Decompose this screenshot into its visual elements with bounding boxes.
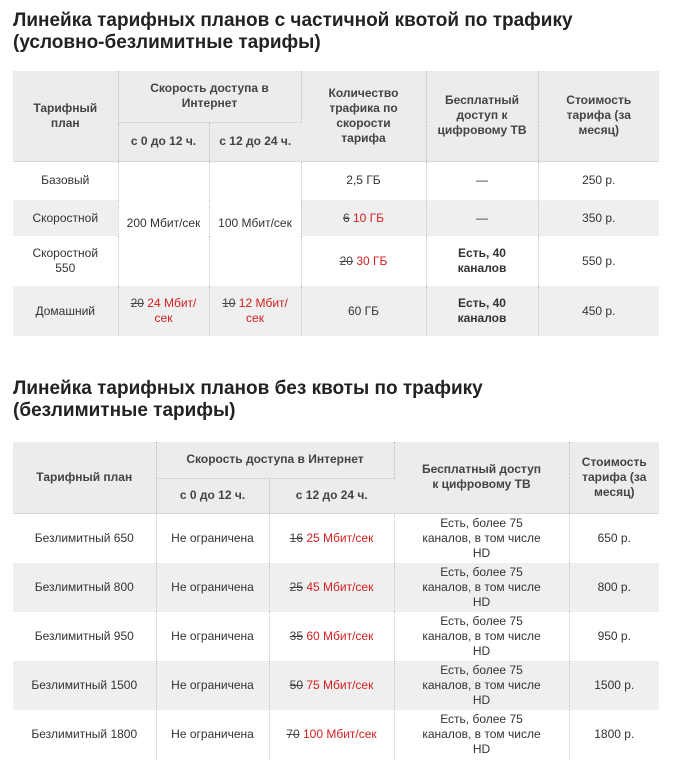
speed-day-value: [118, 286, 209, 336]
new-speed-night: 25 Мбит/сек: [306, 530, 374, 545]
tv-value: Есть, более 75 каналов, в том числе HD: [394, 661, 569, 710]
tv-value: Есть, более 75 каналов, в том числе HD: [394, 513, 569, 563]
section-1-title-line-2: (условно-безлимитные тарифы): [13, 32, 321, 53]
speed-night-value: [269, 661, 394, 710]
table-row: [13, 563, 659, 612]
old-speed-night: 16: [289, 530, 303, 545]
price-value: 250 р.: [538, 161, 659, 200]
header-price: Стоимость тарифа (за месяц): [569, 442, 659, 513]
new-speed-night: 45 Мбит/сек: [306, 579, 374, 594]
price-value: 950 р.: [569, 612, 659, 661]
table-row: [13, 236, 659, 286]
new-speed-night: 75 Мбит/сек: [306, 677, 374, 692]
new-speed-night: 12 Мбит/сек: [238, 296, 288, 325]
header-tv: Бесплатный доступ к цифровому ТВ: [394, 442, 569, 513]
table-row: [13, 286, 659, 336]
speed-day-value: Не ограничена: [156, 661, 269, 710]
header-speed: Скорость доступа в Интернет: [156, 442, 394, 478]
section-2-title: [13, 378, 483, 422]
tv-value: —: [426, 200, 538, 236]
shared-speed-day: 200 Мбит/сек: [118, 161, 209, 286]
header-price: Стоимость тарифа (за месяц): [538, 71, 659, 161]
old-speed-day: 20: [130, 296, 144, 310]
table-row: [13, 513, 659, 563]
traffic-value: [301, 236, 426, 286]
header-speed-day: с 0 до 12 ч.: [156, 478, 269, 513]
speed-night-value: [269, 710, 394, 759]
old-speed-night: 50: [289, 677, 303, 692]
tv-value: Есть, более 75 каналов, в том числе HD: [394, 710, 569, 759]
old-traffic: 20: [339, 253, 353, 268]
plan-name: Безлимитный 800: [13, 563, 156, 612]
speed-night-value: [269, 563, 394, 612]
new-traffic: 10 ГБ: [352, 210, 385, 225]
plan-name: Домашний: [13, 286, 118, 336]
plan-name: Безлимитный 1800: [13, 710, 156, 759]
header-speed-day: с 0 до 12 ч.: [118, 122, 209, 161]
table-row: [13, 161, 659, 200]
speed-day-value: Не ограничена: [156, 563, 269, 612]
section-2-title-line-1: Линейка тарифных планов без квоты по трафику: [13, 378, 483, 399]
table-row: [13, 661, 659, 710]
plan-name: Безлимитный 650: [13, 513, 156, 563]
speed-day-value: Не ограничена: [156, 710, 269, 759]
table-row: [13, 612, 659, 661]
tv-value: Есть, более 75 каналов, в том числе HD: [394, 563, 569, 612]
price-value: 650 р.: [569, 513, 659, 563]
table-row: [13, 200, 659, 236]
speed-day-value: Не ограничена: [156, 513, 269, 563]
price-value: 1800 р.: [569, 710, 659, 759]
shared-speed-night: 100 Мбит/сек: [209, 161, 301, 286]
plan-name: Безлимитный 1500: [13, 661, 156, 710]
old-speed-night: 25: [289, 579, 303, 594]
new-speed-night: 60 Мбит/сек: [306, 628, 374, 643]
old-speed-night: 70: [286, 726, 300, 741]
plan-name: Безлимитный 950: [13, 612, 156, 661]
price-value: 1500 р.: [569, 661, 659, 710]
old-traffic: 6: [342, 210, 350, 225]
traffic-value: [301, 200, 426, 236]
section-2-title-line-2: (безлимитные тарифы): [13, 400, 236, 421]
header-plan: Тарифный план: [13, 71, 118, 161]
header-plan: Тарифный план: [13, 442, 156, 513]
speed-night-value: [209, 286, 301, 336]
speed-night-value: [269, 612, 394, 661]
section-1-title-line-1: Линейка тарифных планов с частичной квотой по трафику: [13, 10, 573, 31]
speed-night-value: [269, 513, 394, 563]
new-traffic: 30 ГБ: [356, 253, 388, 268]
header-speed-night: с 12 до 24 ч.: [209, 122, 301, 161]
section-1-title: [13, 10, 573, 54]
price-value: 550 р.: [538, 236, 659, 286]
price-value: 800 р.: [569, 563, 659, 612]
tv-value: Есть, 40 каналов: [426, 236, 538, 286]
new-speed-day: 24 Мбит/сек: [147, 296, 197, 325]
plan-name: Скоростной 550: [13, 236, 118, 286]
plan-name: Базовый: [13, 161, 118, 200]
old-speed-night: 10: [222, 296, 236, 310]
tv-value: —: [426, 161, 538, 200]
traffic-value: 2,5 ГБ: [301, 161, 426, 200]
new-speed-night: 100 Мбит/сек: [303, 726, 377, 741]
tv-value: Есть, более 75 каналов, в том числе HD: [394, 612, 569, 661]
price-value: 350 р.: [538, 200, 659, 236]
traffic-value: 60 ГБ: [301, 286, 426, 336]
unlimited-tariffs-table: [13, 442, 659, 759]
table-row: [13, 710, 659, 759]
partial-quota-tariffs-table: [13, 71, 659, 336]
old-speed-night: 35: [289, 628, 303, 643]
speed-day-value: Не ограничена: [156, 612, 269, 661]
header-traffic: Количество трафика по скорости тарифа: [301, 71, 426, 161]
header-speed: Скорость доступа в Интернет: [118, 71, 301, 122]
tv-value: Есть, 40 каналов: [426, 286, 538, 336]
header-tv: Бесплатный доступ к цифровому ТВ: [426, 71, 538, 161]
header-speed-night: с 12 до 24 ч.: [269, 478, 394, 513]
plan-name: Скоростной: [13, 200, 118, 236]
price-value: 450 р.: [538, 286, 659, 336]
